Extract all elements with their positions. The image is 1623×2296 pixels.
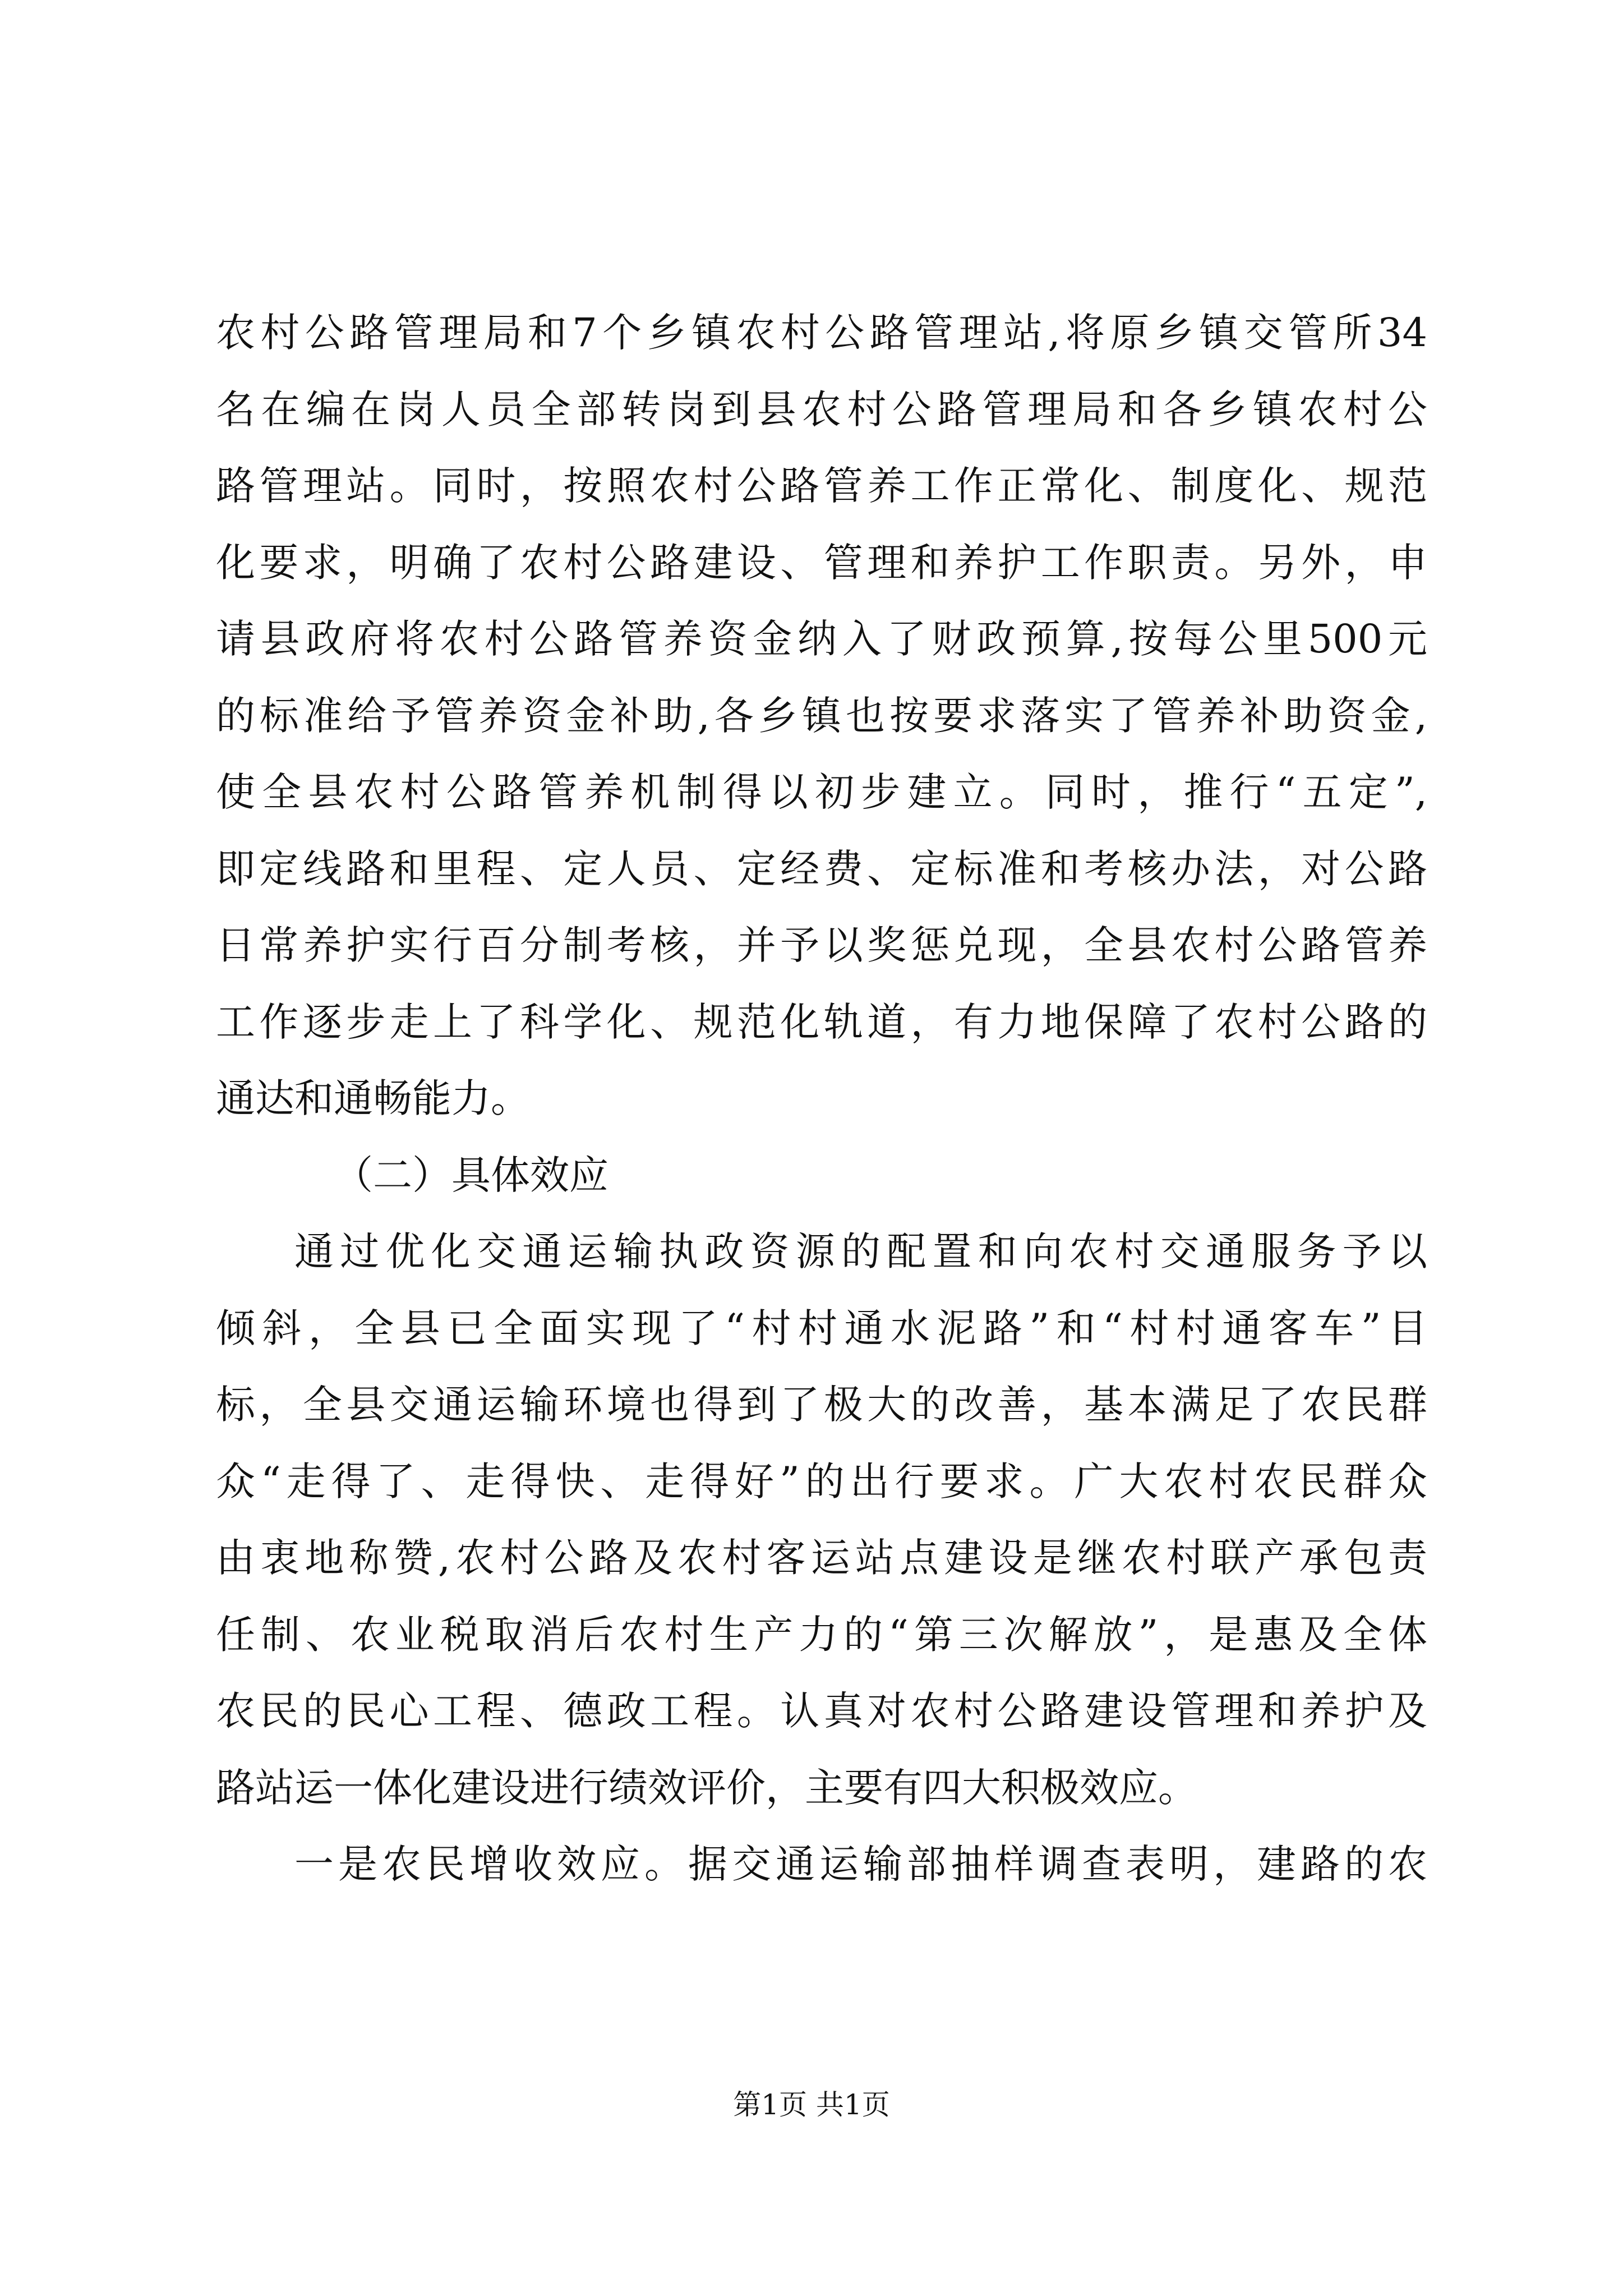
paragraph-line: 工作逐步走上了科学化、规范化轨道，有力地保障了农村公路的 — [216, 999, 1427, 1045]
paragraph-line: 请县政府将农村公路管养资金纳入了财政预算,按每公里500元 — [216, 616, 1427, 662]
paragraph-line: 农村公路管理局和7个乡镇农村公路管理站,将原乡镇交管所34 — [216, 310, 1427, 356]
paragraph-line: 名在编在岗人员全部转岗到县农村公路管理局和各乡镇农村公 — [216, 386, 1427, 432]
paragraph-line: 通过优化交通运输执政资源的配置和向农村交通服务予以 — [294, 1228, 1427, 1274]
paragraph-line: 由衷地称赞,农村公路及农村客运站点建设是继农村联产承包责 — [216, 1535, 1427, 1581]
paragraph-line: 倾斜，全县已全面实现了“村村通水泥路”和“村村通客车”目 — [216, 1305, 1427, 1351]
section-heading: （二）具体效应 — [334, 1152, 608, 1198]
paragraph-line: 任制、农业税取消后农村生产力的“第三次解放”，是惠及全体 — [216, 1611, 1427, 1658]
document-body — [216, 295, 1427, 1903]
paragraph-line: 路管理站。同时，按照农村公路管养工作正常化、制度化、规范 — [216, 463, 1427, 509]
paragraph-line: 化要求，明确了农村公路建设、管理和养护工作职责。另外，申 — [216, 539, 1427, 586]
paragraph-line: 即定线路和里程、定人员、定经费、定标准和考核办法，对公路 — [216, 845, 1427, 892]
paragraph-line: 一是农民增收效应。据交通运输部抽样调查表明，建路的农 — [294, 1841, 1427, 1887]
paragraph-line: 日常养护实行百分制考核，并予以奖惩兑现，全县农村公路管养 — [216, 922, 1427, 968]
paragraph-line: 众“走得了、走得快、走得好”的出行要求。广大农村农民群众 — [216, 1458, 1427, 1504]
paragraph-line: 通达和通畅能力。 — [216, 1075, 530, 1121]
paragraph-line: 农民的民心工程、德政工程。认真对农村公路建设管理和养护及 — [216, 1688, 1427, 1734]
paragraph-line: 标，全县交通运输环境也得到了极大的改善，基本满足了农民群 — [216, 1382, 1427, 1428]
paragraph-line: 路站运一体化建设进行绩效评价，主要有四大积极效应。 — [216, 1764, 1197, 1811]
page-footer: 第1页 共1页 — [733, 2088, 890, 2121]
paragraph-line: 的标准给予管养资金补助,各乡镇也按要求落实了管养补助资金, — [216, 692, 1427, 739]
paragraph-line: 使全县农村公路管养机制得以初步建立。同时，推行“五定”, — [216, 769, 1427, 815]
